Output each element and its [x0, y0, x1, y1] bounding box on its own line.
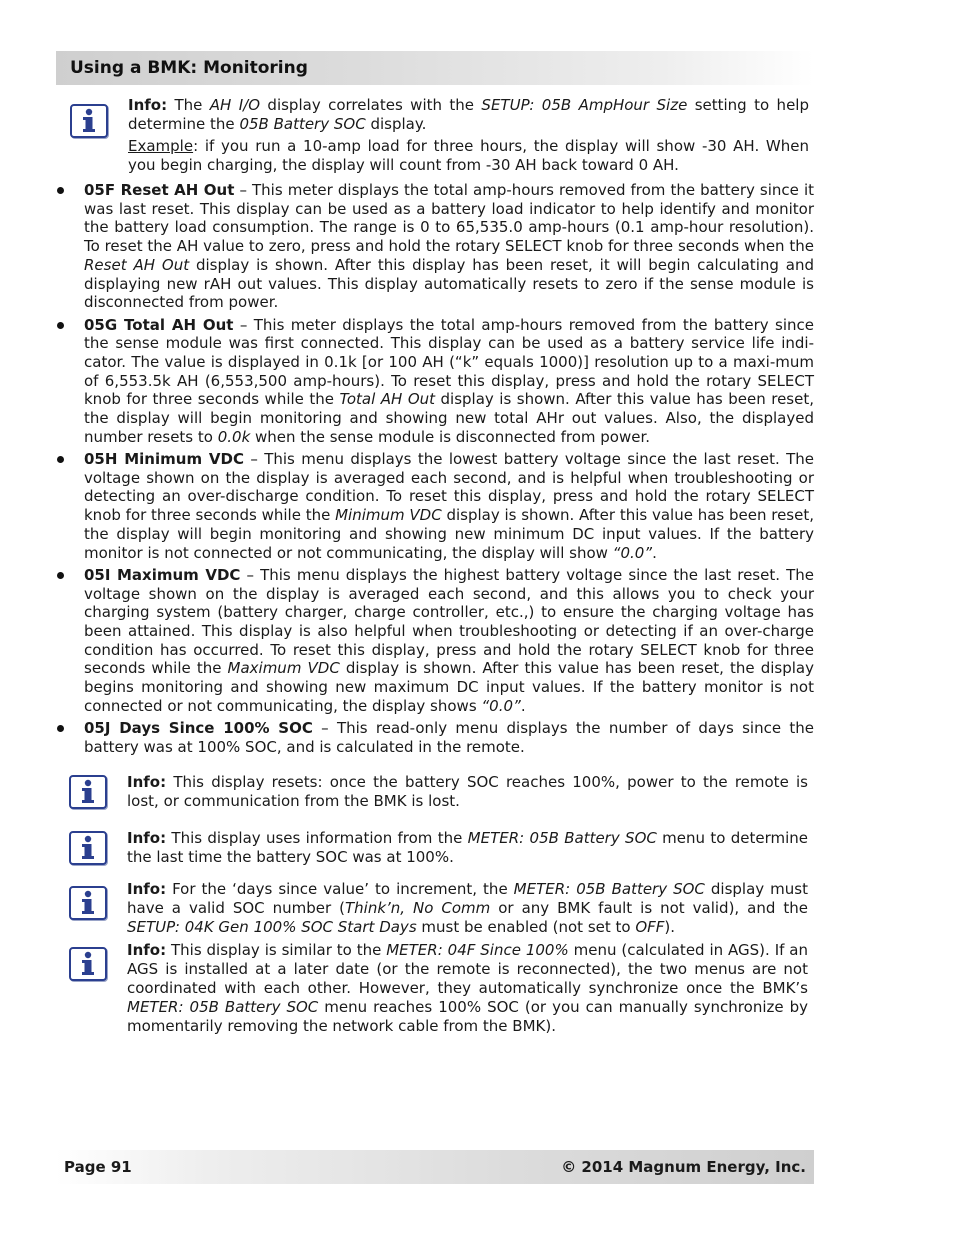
text: display is shown. After this value has been reset, the display will begin monitoring and showing new minimum DC input values. If the battery monitor is not connected or not communicating, the display will show [84, 506, 814, 562]
info-label: Info: [127, 829, 167, 847]
text: menu to determine the last time the battery SOC was at 100%. [127, 829, 808, 866]
info-icon [69, 775, 107, 809]
bullet-dot [57, 572, 64, 579]
list-item [56, 316, 814, 447]
info-icon [69, 886, 107, 920]
text: The [167, 96, 210, 114]
bullet-dot [57, 456, 64, 463]
text: ). [664, 918, 676, 936]
text: or any BMK fault is not valid), and the [490, 899, 808, 917]
text: setting to help determine the [128, 96, 809, 133]
text: 05B Battery SOC [239, 115, 366, 133]
text: display. [365, 115, 427, 133]
text: OFF [635, 918, 665, 936]
text: . [652, 543, 657, 562]
bullet-dot [57, 187, 64, 194]
list-item [56, 181, 814, 312]
info-note [128, 96, 809, 175]
text: display is shown. After this value has been reset, the display will begin monitoring and showing new total AHr out values. Also, the displayed number resets to [84, 390, 815, 446]
text: METER: 05B Battery SOC [127, 998, 319, 1016]
text: – This read-only menu displays the number of days since the battery was at 100% SOC, and is calculated in the remote. [84, 719, 814, 756]
info-icon [70, 104, 108, 138]
copyright: © 2014 Magnum Energy, Inc. [561, 1158, 806, 1176]
page-number: Page 91 [64, 1158, 132, 1176]
text: 0.0k [217, 427, 251, 446]
text: METER: 05B Battery SOC [467, 829, 657, 847]
text: – This menu displays the lowest battery voltage since the last reset. The voltage shown on the display is averaged each second, and is helpful when troubleshooting or detecting an over-discharge condition. To reset this display, press and hold the rotary SELECT knob for three seconds while the [84, 450, 814, 525]
item-title: 05F Reset AH Out [84, 181, 235, 199]
text: : if you run a 10-amp load for three hours, the display will show -30 AH. When you begin charging, the display will count from -30 AH back toward 0 AH. [128, 137, 809, 174]
bullet-dot [57, 725, 64, 732]
text: METER: 04F Since 100% [386, 941, 569, 959]
info-label: Info: [128, 96, 168, 114]
section-title: Using a BMK: Monitoring [70, 58, 308, 78]
info-label: Info: [127, 773, 167, 791]
text: Think’n, No Comm [344, 899, 491, 917]
info-label: Info: [127, 941, 167, 959]
text: Minimum VDC [335, 506, 442, 525]
text: display correlates with the [260, 96, 482, 114]
text: AH I/O [209, 96, 261, 114]
text: – This meter displays the total amp-hours removed from the battery since the sense module was first connected. This display can be used as a battery service life indi-cator. The value is displayed in 0.1k [or 100 AH (“k” equals 1000)] resolution up to a maxi-mum of 6,553.5k AH (6,553,500 amp-hours). To reset this display, press and hold the rotary SELECT knob for three seconds while the [84, 315, 814, 409]
text: SETUP: 05B AmpHour Size [481, 96, 688, 114]
item-title: 05J Days Since 100% SOC [84, 719, 313, 738]
bullet-dot [57, 322, 64, 329]
text: when the sense module is disconnected from power. [250, 427, 651, 446]
text: “0.0” [612, 543, 653, 562]
text: menu (calculated in AGS). If an AGS is installed at a later date (or the remote is reconnected), the two menus are not coordinated with each other. However, they automatically synchronize once the BMK’s [127, 941, 808, 997]
info-icon [69, 947, 107, 981]
list-item [56, 450, 814, 562]
info-note [127, 829, 808, 867]
text: For the ‘days since value’ to increment, the [166, 880, 514, 898]
item-title: 05I Maximum VDC [84, 565, 241, 584]
text: SETUP: 04K Gen 100% SOC Start Days [127, 918, 417, 936]
text: display is shown. After this display has been reset, it will begin calculating and displaying new rAH out values. This display automatically resets to zero if the sense module is disconnected from power. [84, 255, 814, 312]
info-note [127, 773, 808, 811]
info-label: Info: [127, 880, 167, 898]
list-item [56, 719, 814, 756]
text: – This menu displays the highest battery voltage since the last reset. The voltage shown on the display is averaged each second, and this allows you to check your charging system (battery charger, charge controller, etc.,) to ensure the charging voltage has been attained. This display is also helpful when troubleshooting or detecting if an over-charge condition has occurred. To reset this display, press and hold the rotary SELECT knob for three seconds while the [84, 565, 814, 678]
info-icon [69, 831, 107, 865]
text: Reset AH Out [84, 255, 190, 274]
text: This display resets: once the battery SOC reaches 100%, power to the remote is lost, or communication from the BMK is lost. [127, 773, 808, 810]
text: . [520, 696, 526, 715]
text: METER: 05B Battery SOC [513, 880, 705, 898]
bullet-list [56, 181, 814, 760]
text: “0.0” [481, 696, 521, 715]
section-header [56, 51, 814, 85]
text: display must have a valid SOC number ( [127, 880, 808, 917]
info-note [127, 941, 808, 1036]
info-note [127, 880, 808, 937]
text: This display uses information from the [166, 829, 468, 847]
text: Maximum VDC [227, 659, 340, 678]
page-footer [56, 1150, 814, 1184]
item-title: 05H Minimum VDC [84, 450, 244, 469]
text: – This meter displays the total amp-hours removed from the battery since it was last reset. This display can be used as a battery load indicator to help identify and monitor the battery load consumption. The range is 0 to 65,535.0 amp-hours (0.1 amp-hour resolution). To reset the AH value to zero, press and hold the rotary SELECT knob for three seconds when the [84, 181, 815, 256]
text: This display is similar to the [166, 941, 387, 959]
list-item [56, 566, 814, 716]
text: menu reaches 100% SOC (or you can manually synchronize by momentarily removing the network cable from the BMK). [127, 998, 808, 1035]
item-title: 05G Total AH Out [84, 315, 234, 334]
text: Total AH Out [339, 390, 436, 409]
text: display is shown. After this value has been reset, the display begins monitoring and showing new maximum DC input values. If the battery monitor is not connected or not communicating, the display shows [84, 659, 814, 715]
example-label: Example [128, 137, 194, 155]
text: must be enabled (not set to [416, 918, 636, 936]
